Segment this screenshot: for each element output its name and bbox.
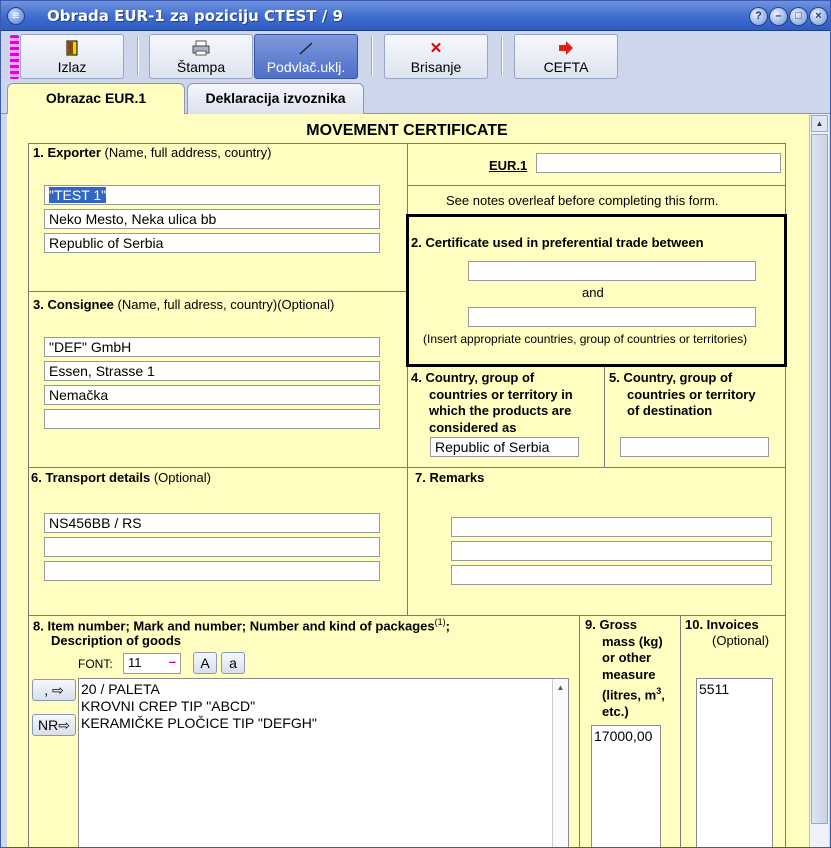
textarea-scrollbar[interactable] bbox=[552, 679, 568, 848]
remarks-line3-field[interactable] bbox=[451, 565, 772, 585]
eur1-label: EUR.1 bbox=[489, 158, 528, 173]
notes-text: See notes overleaf before completing this form. bbox=[446, 193, 719, 208]
toolbar-grip[interactable] bbox=[10, 35, 19, 79]
arrow-right-icon bbox=[515, 40, 617, 58]
remarks-line2-field[interactable] bbox=[451, 541, 772, 561]
consignee-name-field[interactable]: "DEF" GmbH bbox=[44, 337, 380, 357]
grid-line bbox=[28, 143, 29, 848]
tab-exporter-declaration[interactable]: Deklaracija izvoznika bbox=[187, 83, 364, 114]
insert-nr-button[interactable]: NR⇨ bbox=[32, 714, 76, 736]
form-heading: MOVEMENT CERTIFICATE bbox=[306, 122, 508, 139]
underline-toggle-button[interactable]: Podvlač.uklj. bbox=[254, 34, 358, 79]
insert-comma-button[interactable]: , ⇨ bbox=[32, 679, 76, 701]
transport-line3-field[interactable] bbox=[44, 561, 380, 581]
invoices-hint: (Optional) bbox=[712, 633, 770, 648]
transport-line1-field[interactable]: NS456BB / RS bbox=[44, 513, 380, 533]
exit-button[interactable]: Izlaz bbox=[20, 34, 124, 79]
printer-icon bbox=[150, 40, 252, 58]
font-size-stepper-icon[interactable]: – bbox=[168, 654, 176, 669]
scroll-up-icon[interactable]: ▲ bbox=[556, 683, 565, 692]
cefta-button[interactable]: CEFTA bbox=[514, 34, 618, 79]
invoices-field[interactable]: 5511 bbox=[696, 678, 773, 848]
font-uppercase-button[interactable]: A bbox=[193, 652, 217, 674]
grid-line bbox=[28, 615, 786, 616]
minimize-icon[interactable]: – bbox=[769, 7, 788, 26]
remarks-line1-field[interactable] bbox=[451, 517, 772, 537]
transport-line2-field[interactable] bbox=[44, 537, 380, 557]
consignee-label: 3. Consignee (Name, full adress, country)(Optional) bbox=[33, 297, 335, 312]
exporter-label: 1. Exporter (Name, full address, country) bbox=[33, 145, 272, 160]
door-exit-icon bbox=[21, 40, 123, 58]
tab-bar bbox=[1, 81, 831, 114]
toolbar-separator bbox=[371, 37, 373, 75]
certificate-country1-field[interactable] bbox=[468, 261, 756, 281]
font-lowercase-button[interactable]: a bbox=[221, 652, 245, 674]
window-title: Obrada EUR-1 za poziciju CTEST / 9 bbox=[47, 7, 343, 25]
close-icon[interactable]: × bbox=[809, 7, 828, 26]
consignee-country-field[interactable]: Nemačka bbox=[44, 385, 380, 405]
certificate-country2-field[interactable] bbox=[468, 307, 756, 327]
exporter-name-field[interactable]: "TEST 1" bbox=[44, 185, 380, 205]
arrow-right-icon: ⇨ bbox=[58, 717, 70, 733]
scroll-up-icon[interactable]: ▲ bbox=[811, 115, 828, 132]
consignee-extra-field[interactable] bbox=[44, 409, 380, 429]
grid-line bbox=[407, 185, 786, 186]
vertical-scrollbar[interactable] bbox=[809, 114, 829, 848]
tab-eur1-form[interactable]: Obrazac EUR.1 bbox=[7, 83, 185, 115]
print-button[interactable]: Štampa bbox=[149, 34, 253, 79]
gross-mass-label: 9. Gross mass (kg) or other measure (litres, $m^3$, etc.) bbox=[585, 617, 665, 719]
underline-pen-icon bbox=[255, 40, 357, 58]
transport-label: 6. Transport details (Optional) bbox=[31, 470, 211, 485]
gross-mass-field[interactable]: 17000,00 bbox=[591, 725, 661, 848]
certificate-hint: (Insert appropriate countries, group of countries or territories) bbox=[423, 332, 748, 346]
list-item: KERAMIČKE PLOČICE TIP "DEFGH" bbox=[81, 715, 317, 731]
exporter-address-field[interactable]: Neko Mesto, Neka ulica bb bbox=[44, 209, 380, 229]
system-menu-icon[interactable]: ≡ bbox=[7, 7, 25, 25]
help-icon[interactable]: ? bbox=[749, 7, 768, 26]
destination-country-field[interactable] bbox=[620, 437, 769, 457]
grid-line bbox=[579, 615, 580, 848]
grid-line bbox=[28, 291, 408, 292]
font-label: FONT: bbox=[78, 657, 113, 671]
destination-label: 5. Country, group of countries or territory of destination bbox=[609, 370, 756, 418]
toolbar-separator bbox=[137, 37, 139, 75]
and-label: and bbox=[582, 285, 604, 300]
invoices-label: 10. Invoices bbox=[685, 617, 759, 632]
consignee-address-field[interactable]: Essen, Strasse 1 bbox=[44, 361, 380, 381]
goods-description-textarea[interactable] bbox=[78, 678, 569, 848]
certificate-label: 2. Certificate used in preferential trade between bbox=[411, 235, 704, 250]
title-bar bbox=[1, 1, 831, 31]
origin-country-field[interactable]: Republic of Serbia bbox=[430, 437, 579, 457]
remarks-label: 7. Remarks bbox=[415, 470, 485, 485]
origin-label: 4. Country, group of countries or territory in which the products are considered as bbox=[411, 370, 573, 435]
toolbar bbox=[1, 31, 831, 81]
list-item: KROVNI CREP TIP "ABCD" bbox=[81, 698, 256, 714]
items-label: 8. Item number; Mark and number; Number and kind of packages$^{(1)}$; bbox=[33, 617, 450, 634]
maximize-icon[interactable]: □ bbox=[789, 7, 808, 26]
font-size-field[interactable]: 11 – bbox=[123, 653, 181, 674]
eur1-number-field[interactable] bbox=[536, 153, 781, 173]
scrollbar-thumb[interactable] bbox=[811, 134, 828, 824]
exporter-country-field[interactable]: Republic of Serbia bbox=[44, 233, 380, 253]
grid-line bbox=[604, 366, 605, 467]
arrow-right-icon: ⇨ bbox=[52, 682, 64, 698]
items-description-label: Description of goods bbox=[51, 633, 181, 648]
list-item: 20 / PALETA bbox=[81, 681, 160, 697]
delete-x-icon: ✕ bbox=[429, 40, 443, 57]
form-area bbox=[7, 114, 809, 848]
grid-line bbox=[28, 467, 786, 468]
toolbar-separator bbox=[501, 37, 503, 75]
delete-button[interactable]: ✕ Brisanje bbox=[384, 34, 488, 79]
grid-line bbox=[680, 615, 681, 848]
